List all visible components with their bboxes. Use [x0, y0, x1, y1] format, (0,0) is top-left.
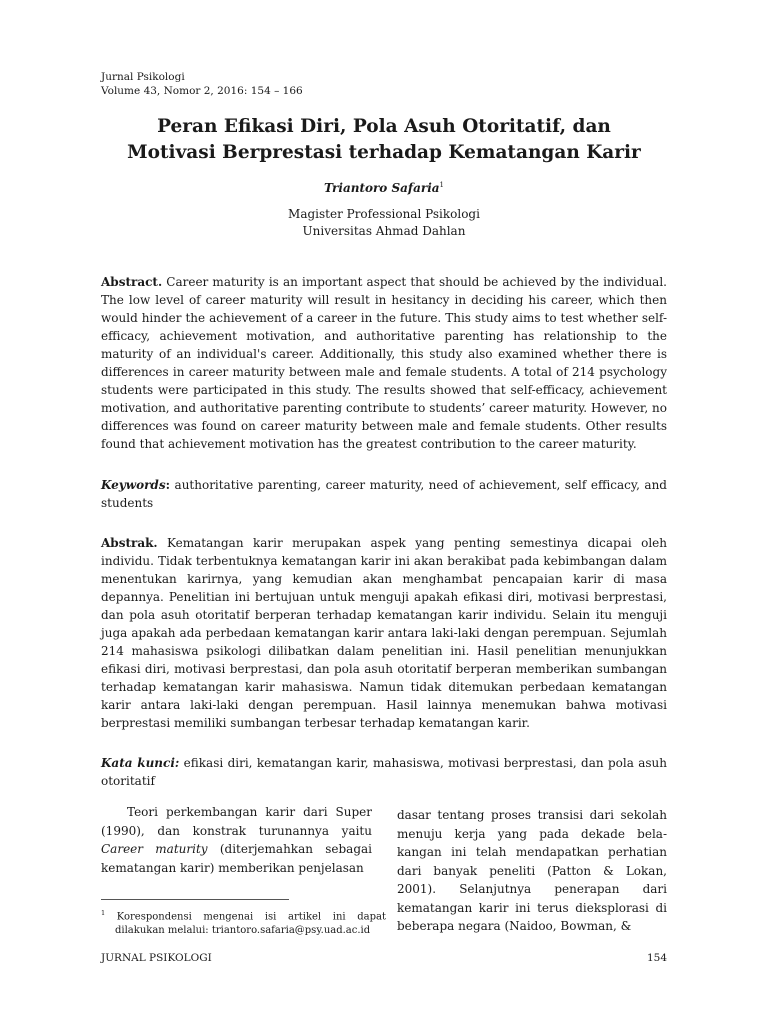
- running-header: [101, 70, 303, 98]
- body-left-italic: Career maturity: [101, 842, 208, 856]
- affiliation-line-1: Magister Professional Psikologi: [288, 207, 480, 221]
- body-column-left: [101, 803, 372, 877]
- body-left-part-2: (diterjemahkan sebagai kematangan karir) memberikan penjelasan: [101, 842, 372, 875]
- author-name: Triantoro Safaria: [324, 181, 440, 195]
- page-number: 154: [646, 952, 667, 964]
- abstrak-label: Abstrak.: [101, 536, 158, 550]
- footnote-mark: 1: [101, 909, 106, 917]
- title-line-1: Peran Efikasi Diri, Pola Asuh Otoritatif, dan: [157, 116, 611, 137]
- footnote: [101, 906, 386, 938]
- abstract-indonesian: [101, 534, 667, 732]
- affiliation-line-2: Universitas Ahmad Dahlan: [302, 224, 466, 238]
- footnote-text: Korespondensi mengenai isi artikel ini dapat dilakukan melalui: triantoro.safaria@psy.uad.ac.id: [105, 911, 386, 937]
- abstrak-text: Kematangan karir merupakan aspek yang penting semestinya dicapai oleh individu. Tidak terbentuknya kematangan karir ini akan berakibat pada kebimbangan dalam menentukan karirnya, yang kemudian akan menghambat pencapaian karir di masa depannya. Penelitian ini bertujuan untuk menguji apakah efikasi diri, motivasi berprestasi, dan pola asuh otoritatif berperan terhadap kematangan karir individu. Selain itu menguji juga apakah ada perbedaan kematangan karir antara laki-laki dengan perempuan. Sejumlah 214 mahasiswa psikologi dilibatkan dalam penelitian ini. Hasil penelitian menunjukkan efikasi diri, motivasi berprestasi, dan pola asuh otoritatif berperan memberikan sumbangan terhadap kematangan karir mahasiswa. Namun tidak ditemukan perbedaan kematangan karir antara laki-laki dengan perempuan. Hasil lainnya menemukan bahwa motivasi berprestasi memiliki sumbangan terbesar terhadap kematangan karir.: [101, 536, 667, 730]
- abstract-english: [101, 273, 667, 453]
- keywords-english: [101, 476, 667, 512]
- keywords-label: Keywords: [101, 478, 166, 492]
- volume-info: Volume 43, Nomor 2, 2016: 154 – 166: [101, 85, 303, 97]
- title-line-2: Motivasi Berprestasi terhadap Kematangan Karir: [127, 142, 641, 163]
- author-footnote-mark: 1: [439, 181, 444, 189]
- affiliation: [60, 206, 708, 240]
- kata-kunci-label: Kata kunci:: [101, 756, 180, 770]
- kata-kunci-text: efikasi diri, kematangan karir, mahasiswa, motivasi berprestasi, dan pola asuh otoritatif: [101, 756, 667, 788]
- keywords-colon: :: [165, 478, 171, 492]
- keywords-text: authoritative parenting, career maturity, need of achievement, self efficacy, and students: [101, 478, 667, 510]
- body-column-right: dasar tentang proses transisi dari sekolah menuju kerja yang pada dekade bela-kangan ini telah mendapatkan perhatian dari banyak peneliti (Patton & Lokan, 2001). Selanjutnya penerapan dari kematangan karir ini terus dieksplorasi di beberapa negara (Naidoo, Bowman, &: [397, 808, 667, 933]
- abstract-text: Career maturity is an important aspect that should be achieved by the individual. The low level of career maturity will result in hesitancy in deciding his career, which then would hinder the achievement of a career in the future. This study aims to test whether self-efficacy, achievement motivation, and authoritative parenting has relationship to the maturity of an individual's career. Additionally, this study also examined whether there is differences in career maturity between male and female students. A total of 214 psychology students were participated in this study. The results showed that self-efficacy, achievement motivation, and authoritative parenting contribute to students’ career maturity. However, no differences was found on career maturity between male and female students. Other results found that achievement motivation has the greatest contribution to the career maturity.: [101, 275, 667, 451]
- paper-title: [60, 114, 708, 166]
- journal-name: Jurnal Psikologi: [101, 71, 185, 83]
- abstract-label: Abstract.: [101, 275, 163, 289]
- keywords-indonesian: [101, 754, 667, 790]
- author-line: [60, 181, 708, 195]
- footer-journal: JURNAL PSIKOLOGI: [101, 952, 212, 964]
- body-left-part-1: Teori perkembangan karir dari Super (1990), dan konstrak turunannya yaitu: [101, 805, 372, 838]
- footnote-divider: [101, 899, 289, 900]
